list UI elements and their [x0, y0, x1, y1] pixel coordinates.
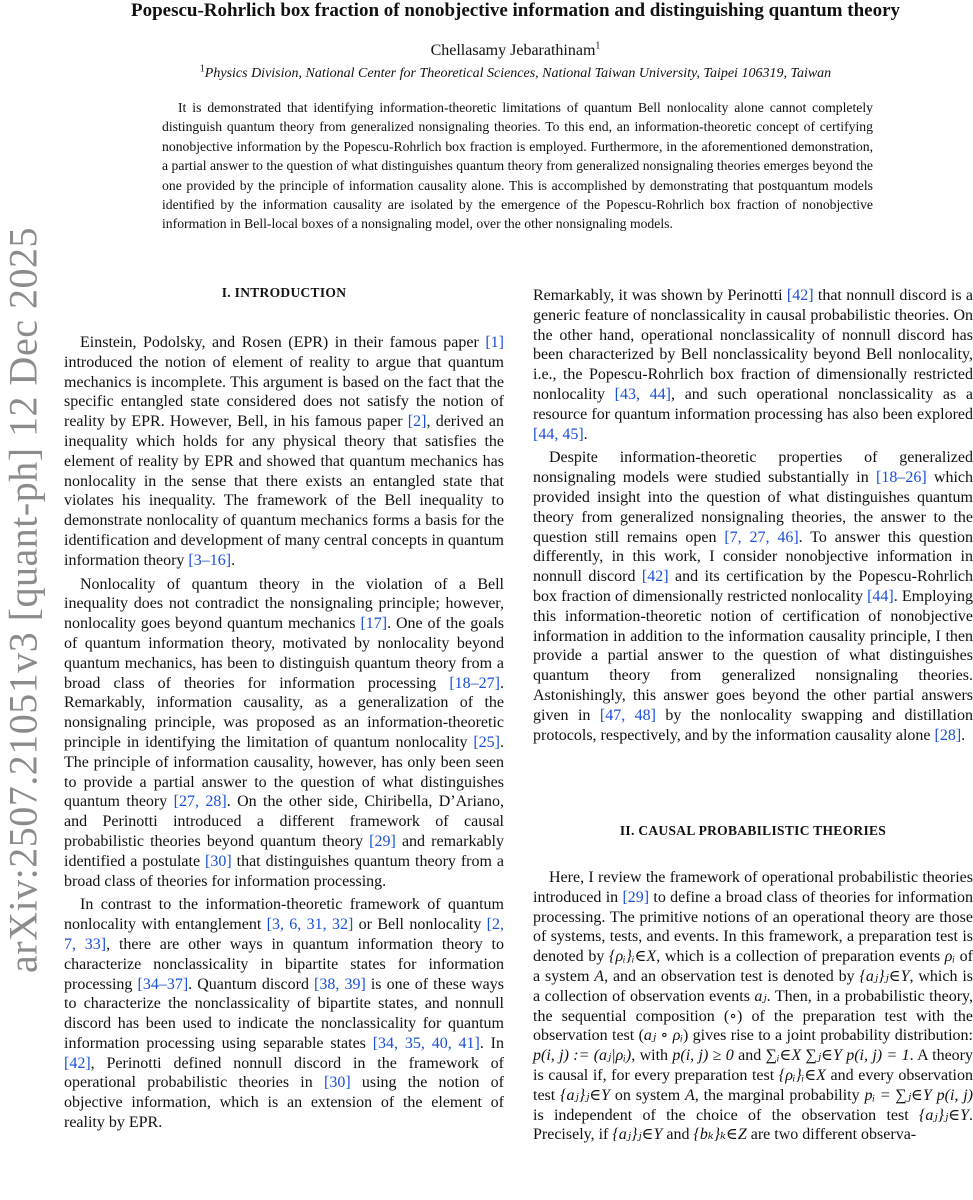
abstract	[162, 98, 873, 234]
affiliation-mark: 1	[199, 63, 205, 75]
author-line	[60, 41, 971, 61]
math-expression: {aⱼ}ⱼ∈Y	[560, 1086, 611, 1104]
math-expression: {bₖ}ₖ∈Z	[693, 1126, 747, 1144]
citation-link[interactable]: [29]	[369, 832, 396, 850]
math-expression: aⱼ	[754, 987, 767, 1005]
citation-link[interactable]: [28]	[934, 726, 962, 744]
citation-link[interactable]: [34–37]	[137, 975, 189, 993]
citation-link[interactable]: [1]	[485, 334, 504, 351]
affiliation-line	[60, 64, 971, 84]
math-expression: A	[685, 1086, 695, 1104]
citation-link[interactable]: [18–27]	[449, 674, 500, 692]
citation-link[interactable]: [2]	[407, 413, 427, 431]
citation-link[interactable]: [29]	[622, 888, 650, 906]
right-column-bottom	[533, 868, 973, 1149]
citation-link[interactable]: [3, 6, 31, 32]	[266, 916, 354, 934]
abstract-text: It is demonstrated that identifying information-theoretic limitations of quantum Bell nonlocality alone cannot completely distinguish quantum theory from generalized nonsignaling theories. To this end, an information-theoretic concept of certifying nonobjective information by the Popescu-Rohrlich box fraction is employed. Furthermore, in the aforementioned demonstration, a partial answer to the question of what distinguishes quantum theory from generalized nonsignaling theories emerges beyond the one provided by the principle of information causality alone. This is accomplished by demonstrating that postquantum models identified by the information causality are isolated by the emergence of the Popescu-Rohrlich box fraction of nonobjective information in Bell-local boxes of a nonsignaling model, over the other nonsignaling models.	[162, 100, 873, 232]
right-column-top	[533, 286, 973, 749]
arxiv-sidebar	[0, 0, 48, 1200]
section-heading-causal-probabilistic-theories: II. CAUSAL PROBABILISTIC THEORIES	[619, 823, 887, 838]
intro-paragraph-1: Einstein, Podolsky, and Rosen (EPR) in their famous paper [1] introduced the notion of element of reality to argue that quantum mechanics is incomplete. This argument is based on the fact that the specific entangled state considered does not satisfy the notion of reality by EPR. However, Bell, in his famous paper [2], derived an inequality which holds for any physical theory that satisfies the element of reality by EPR and showed that quantum mechanics has nonlocality in the sense that there exists an entangled state that violates his inequality. The framework of the Bell inequality to demonstrate nonlocality of quantum mechanics forms a basis for the identification and development of many central concepts in quantum information theory [3–16].	[64, 334, 505, 569]
citation-link[interactable]: [42]	[64, 1054, 91, 1072]
math-expression: p(i, j) := (aⱼ|ρᵢ)	[533, 1047, 632, 1065]
left-column	[64, 333, 504, 1137]
citation-link[interactable]: [2, 7, 33]	[64, 916, 504, 953]
citation-link[interactable]: [30]	[323, 1074, 351, 1092]
citation-link[interactable]: [18–26]	[876, 469, 927, 487]
math-expression: pᵢ = ∑ⱼ∈Y p(i, j)	[864, 1086, 973, 1104]
citation-link[interactable]: [47, 48]	[599, 706, 656, 724]
intro-paragraph-2: Nonlocality of quantum theory in the violation of a Bell inequality does not contradict the nonsignaling principle; however, nonlocality goes beyond quantum mechanics [17]. One of the goals of quantum information theory, motivated by nonlocality beyond quantum mechanics, has been to distinguish quantum theory from a broad class of theories for information processing [18–27]. Remarkably, information causality, as a generalization of the nonsignaling principle, was proposed as an information-theoretic principle in identifying the limitation of quantum nonlocality [25]. The principle of information causality, however, has only been seen to provide a partial answer to the question of what distinguishes quantum theory [27, 28]. On the other side, Chiribella, D’Ariano, and Perinotti introduced a different framework of causal probabilistic theories beyond quantum theory [29] and remarkably identified a postulate [30] that distinguishes quantum theory from a broad class of theories for information processing.	[64, 575, 505, 890]
affiliation-text: Physics Division, National Center for Theoretical Sciences, National Taiwan University, Taipei 106319, Taiwan	[204, 66, 832, 81]
intro-paragraph-3-continued: Remarkably, it was shown by Perinotti [42] that nonnull discord is a generic feature of nonclassicality in causal probabilistic theories. On the other hand, operational nonclassicality of nonnull discord has been characterized by Bell nonclassicality beyond Bell nonlocality, i.e., the Popescu-Rohrlich box fraction of dimensionally restricted nonlocality [43, 44], and such operational nonclassicality as a resource for quantum information processing has also been explored [44, 45].	[533, 287, 973, 443]
citation-link[interactable]: [25]	[473, 733, 500, 751]
math-expression: A	[594, 967, 605, 985]
citation-link[interactable]: [3–16]	[188, 551, 232, 569]
math-expression: ∑ᵢ∈X ∑ⱼ∈Y p(i, j) = 1	[765, 1047, 910, 1065]
intro-paragraph-3: In contrast to the information-theoretic framework of quantum nonlocality with entanglement [3, 6, 31, 32] or Bell nonlocality [2, 7, 33], there are other ways in quantum information theory to characterize nonclassicality in bipartite states for information processing [34–37]. Quantum discord [38, 39] is one of these ways to characterize the nonclassicality of bipartite states, and nonnull discord has been used to indicate the nonclassicality for quantum information processing using separable states [34, 35, 40, 41]. In [42], Perinotti defined nonnull discord in the framework of operational probabilistic theories in [30] using the notion of objective information, which is an extension of the element of reality by EPR.	[64, 896, 505, 1132]
citation-link[interactable]: [7, 27, 46]	[724, 528, 799, 546]
citation-link[interactable]: [42]	[641, 568, 669, 586]
citation-link[interactable]: [17]	[360, 615, 388, 633]
citation-link[interactable]: [42]	[786, 287, 814, 304]
citation-link[interactable]: [27, 28]	[173, 793, 227, 811]
arxiv-identifier: arXiv:2507.21051v3 [quant-ph] 12 Dec 2025	[0, 227, 46, 973]
paper-title: Popescu-Rohrlich box fraction of nonobjective information and distinguishing quantum theory	[130, 0, 901, 21]
section-heading-introduction: I. INTRODUCTION	[221, 285, 347, 300]
cpt-paragraph-1: Here, I review the framework of operational probabilistic theories introduced in [29] to define a broad class of theories for information processing. The primitive notions of an operational theory are those of systems, tests, and events. In this framework, a preparation test is denoted by {ρᵢ}ᵢ∈X, which is a collection of preparation events ρᵢ of a system A, and an observation test is denoted by {aⱼ}ⱼ∈Y, which is a collection of observation events aⱼ. Then, in a probabilistic theory, the sequential composition (∘) of the preparation test with the observation test (aⱼ ∘ ρᵢ) gives rise to a joint probability distribution: p(i, j) := (aⱼ|ρᵢ), with p(i, j) ≥ 0 and ∑ᵢ∈X ∑ⱼ∈Y p(i, j) = 1. A theory is causal if, for every preparation test {ρᵢ}ᵢ∈X and every observation test {aⱼ}ⱼ∈Y on system A, the marginal probability pᵢ = ∑ⱼ∈Y p(i, j) is independent of the choice of the observation test {aⱼ}ⱼ∈Y. Precisely, if {aⱼ}ⱼ∈Y and {bₖ}ₖ∈Z are two different observa-	[533, 869, 973, 1144]
citation-link[interactable]: [44]	[867, 587, 894, 605]
math-expression: aⱼ ∘ ρᵢ	[643, 1027, 683, 1045]
intro-paragraph-4: Despite information-theoretic properties of generalized nonsignaling models were studied substantially in [18–26] which provided insight into the question of what distinguishes quantum theory from generalized nonsignaling theories, the answer to the question still remains open [7, 27, 46]. To answer this question differently, in this work, I consider nonobjective information in nonnull discord [42] and its certification by the Popescu-Rohrlich box fraction of dimensionally restricted nonlocality [44]. Employing this information-theoretic notion of certification of nonobjective information in addition to the information causality principle, I then provide a partial answer to the question of what distinguishes quantum theory from generalized nonsignaling theories. Astonishingly, this answer goes beyond the other partial answers given in [47, 48] by the nonlocality swapping and distillation protocols, respectively, and by the information causality alone [28].	[533, 449, 973, 744]
citation-link[interactable]: [44, 45]	[533, 425, 584, 443]
citation-link[interactable]: [34, 35, 40, 41]	[372, 1034, 480, 1052]
math-expression: ρᵢ	[944, 948, 955, 966]
math-expression: {ρᵢ}ᵢ∈X	[778, 1066, 826, 1084]
math-expression: {aⱼ}ⱼ∈Y	[919, 1106, 969, 1124]
author-affiliation-mark: 1	[595, 40, 601, 52]
author-name: Chellasamy Jebarathinam	[430, 42, 596, 59]
citation-link[interactable]: [30]	[205, 852, 232, 870]
math-expression: {aⱼ}ⱼ∈Y	[859, 967, 910, 985]
math-expression: {ρᵢ}ᵢ∈X	[609, 948, 657, 966]
math-expression: p(i, j) ≥ 0	[672, 1047, 734, 1065]
math-expression: {aⱼ}ⱼ∈Y	[612, 1126, 663, 1144]
citation-link[interactable]: [43, 44]	[614, 385, 672, 403]
citation-link[interactable]: [38, 39]	[314, 975, 366, 993]
